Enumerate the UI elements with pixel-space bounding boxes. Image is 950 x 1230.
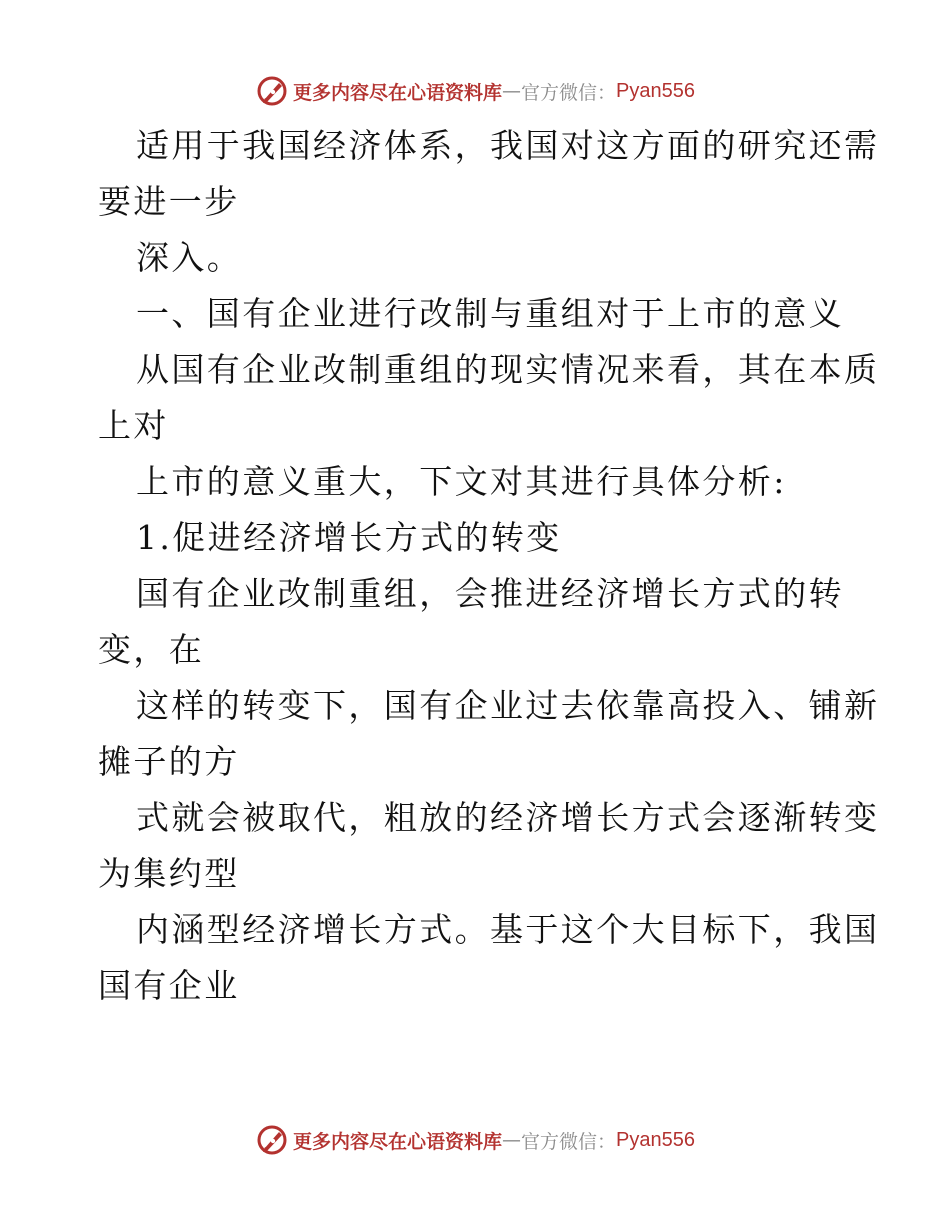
text-line: 国有企业 [98,966,240,1005]
section-heading: 一、国有企业进行改制与重组对于上市的意义 [136,294,844,333]
text-line: 从国有企业改制重组的现实情况来看，其在本质 [136,350,880,389]
text-line: 内涵型经济增长方式。基于这个大目标下，我国 [136,910,880,949]
banner-dash: — [502,80,522,102]
banner-brand-text: 更多内容尽在心语资料库 [293,1130,503,1153]
text-line: 要进一步 [98,182,240,221]
text-line: 摊子的方 [98,742,240,781]
pen-logo-icon [255,1123,289,1157]
banner-wechat-id: Pyan556 [616,1128,695,1151]
text-line: 为集约型 [98,854,240,893]
text-line: 国有企业改制重组，会推进经济增长方式的转 [136,574,844,613]
text-line: 深入。 [136,238,243,277]
header-banner [0,71,950,111]
text-line: 适用于我国经济体系，我国对这方面的研究还需 [136,126,880,165]
footer-banner [0,1120,950,1160]
pen-logo-icon [255,74,289,108]
text-line: 变，在 [98,630,205,669]
text-line: 上市的意义重大，下文对其进行具体分析: [136,462,787,501]
text-line: 上对 [98,406,169,445]
banner-wechat-label: 官方微信： [521,81,617,104]
banner-wechat-label: 官方微信： [521,1130,617,1153]
banner-brand-text: 更多内容尽在心语资料库 [293,81,503,104]
text-line: 这样的转变下，国有企业过去依靠高投入、铺新 [136,686,880,725]
body-text [98,118,880,1014]
banner-dash: — [502,1129,522,1151]
subsection-heading: 1.促进经济增长方式的转变 [136,518,562,557]
text-line: 式就会被取代，粗放的经济增长方式会逐渐转变 [136,798,880,837]
banner-wechat-id: Pyan556 [616,79,695,102]
